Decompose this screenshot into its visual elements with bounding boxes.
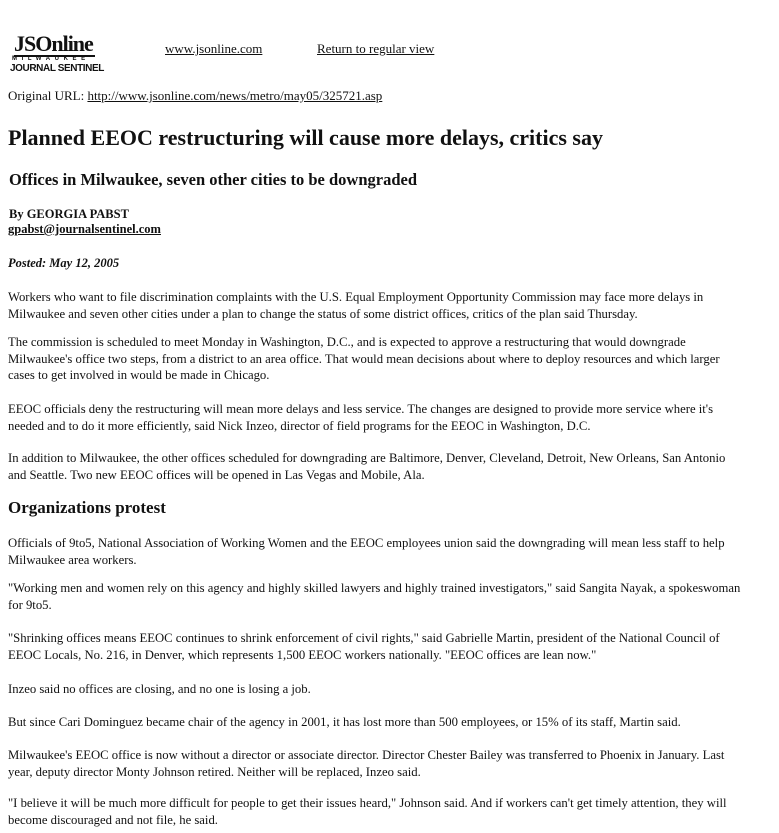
paragraph-9: But since Cari Dominguez became chair of the agency in 2001, it has lost more than 500 employees, or 15% of its staff, Martin said. (8, 715, 681, 729)
section-heading: Organizations protest (8, 498, 166, 517)
paragraph-5: Officials of 9to5, National Association of Working Women and the EEOC employees union said the downgrading will mean less staff to help Milwaukee area workers. (8, 536, 725, 567)
site-link[interactable]: www.jsonline.com (165, 41, 263, 56)
paragraph-4: In addition to Milwaukee, the other offices scheduled for downgrading are Baltimore, Denver, Cleveland, Detroit, New Orleans, San Antonio and Seattle. Two new EEOC offices will be opened in Las Vegas and Mobile, Ala. (8, 451, 726, 482)
site-logo[interactable]: JSOnline (14, 31, 93, 56)
logo-newspaper-name: JOURNAL SENTINEL (10, 63, 104, 74)
subheadline: Offices in Milwaukee, seven other cities to be downgraded (9, 170, 418, 189)
paragraph-3: EEOC officials deny the restructuring will mean more delays and less service. The changes are designed to provide more service where it's needed and to do it more efficiently, said Nick Inzeo, director of field programs for the EEOC in Washington, D.C. (8, 402, 714, 433)
original-url-line (8, 88, 382, 104)
byline: By GEORGIA PABST (9, 207, 129, 221)
posted-date: Posted: May 12, 2005 (8, 256, 120, 270)
paragraph-1: Workers who want to file discrimination complaints with the U.S. Equal Employment Opportunity Commission may face more delays in Milwaukee and seven other cities under a plan to change the status of some district offices, critics of the plan said Thursday. (8, 290, 704, 321)
paragraph-11: "I believe it will be much more difficult for people to get their issues heard," Johnson said. And if workers can't get timely attention, they will become discouraged and not file, he said. (8, 796, 727, 827)
paragraph-10: Milwaukee's EEOC office is now without a director or associate director. Director Chester Bailey was transferred to Phoenix in January. Last year, deputy director Monty Johnson retired. Neither will be replaced, Inzeo said. (8, 748, 725, 779)
original-url-link[interactable]: http://www.jsonline.com/news/metro/may05/325721.asp (87, 88, 383, 103)
logo-city: MILWAUKEE (12, 56, 90, 62)
original-url-label: Original URL: (8, 88, 85, 103)
paragraph-6: "Working men and women rely on this agency and highly skilled lawyers and highly trained investigators," said Sangita Nayak, a spokeswoman for 9to5. (8, 581, 741, 612)
paragraph-7: "Shrinking offices means EEOC continues to shrink enforcement of civil rights," said Gabrielle Martin, president of the National Council of EEOC Locals, No. 216, in Denver, which represents 1,500 EEOC workers nationally. "EEOC offices are lean now." (8, 631, 720, 662)
paragraph-8: Inzeo said no offices are closing, and no one is losing a job. (8, 682, 311, 696)
return-to-regular-view-link[interactable]: Return to regular view (317, 41, 435, 56)
author-email-link[interactable]: gpabst@journalsentinel.com (8, 222, 161, 236)
headline: Planned EEOC restructuring will cause more delays, critics say (8, 125, 603, 150)
paragraph-2: The commission is scheduled to meet Monday in Washington, D.C., and is expected to approve a restructuring that would downgrade Milwaukee's office two steps, from a district to an area office. That would mean decisions about where to deploy resources and which larger cases to get involved in would be made in Chicago. (8, 335, 720, 383)
